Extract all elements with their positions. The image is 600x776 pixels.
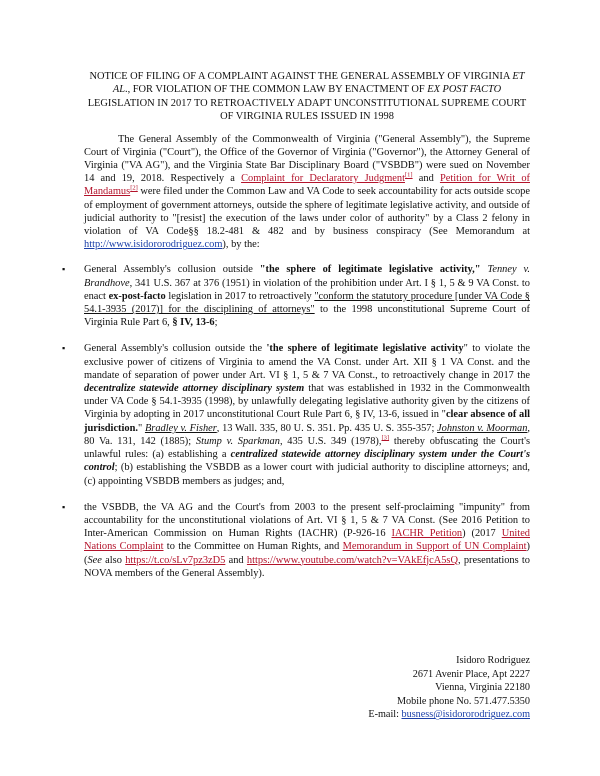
bullet1-case-tenney: Tenney v. Brandhove <box>84 264 530 289</box>
document-page <box>62 70 531 593</box>
title-et-al: ET AL <box>112 71 525 96</box>
complaint-declaratory-judgment-link[interactable]: Complaint for Declaratory Judgment <box>241 173 405 185</box>
bullet2-case-bradley: Bradley v. Fisher <box>144 422 217 434</box>
iachr-petition-link[interactable]: IACHR Petition <box>391 528 463 540</box>
bullet3-see-italic: See <box>87 554 102 566</box>
signer-name: Isidoro Rodriguez <box>456 655 530 666</box>
bullet2-text-9: ; (b) establishing the VSBDB as a lower court with judicial authority to discipline attorneys; and, (c) appointing VSBDB members as judges; and, <box>84 462 530 487</box>
bullet2-bold-italic-1: decentralize statewide attorney disciplinary system <box>84 383 305 395</box>
bullet3-text-2: ) (2017 <box>462 528 502 540</box>
signature-block <box>368 654 530 722</box>
title-text-2: ., FOR VIOLATION OF THE COMMON LAW BY ENACTMENT OF <box>124 84 428 96</box>
bullet2-bold-1: 'the sphere of legitimate legislative activity <box>266 343 464 355</box>
title-text: NOTICE OF FILING OF A COMPLAINT AGAINST THE GENERAL ASSEMBLY OF VIRGINIA <box>89 71 513 82</box>
un-complaint-link[interactable]: United Nations Complaint <box>84 528 530 553</box>
email-link[interactable]: busness@isidororodriguez.com <box>401 709 530 721</box>
bullet2-text-4: " <box>137 422 145 434</box>
square-bullet-icon: ▪ <box>62 501 66 512</box>
intro-text-4: ), by the: <box>222 239 260 251</box>
bullet2-bold-2: clear absence of all jurisdiction. <box>84 409 530 434</box>
list-item <box>62 342 531 487</box>
tco-short-link[interactable]: https://t.co/sLv7pz3zD5 <box>125 554 226 566</box>
footnote-1-link[interactable]: [1] <box>405 171 413 179</box>
intro-paragraph <box>84 133 530 252</box>
document-title <box>84 70 530 124</box>
intro-text-2: and <box>412 173 440 185</box>
youtube-link[interactable]: https://www.youtube.com/watch?v=VAkEfjcA5sQ <box>246 554 458 566</box>
list-item <box>62 501 531 580</box>
phone-number: Mobile phone No. 571.477.5350 <box>397 695 530 707</box>
bullet1-bold-2: ex-post-facto <box>108 290 166 302</box>
square-bullet-icon: ▪ <box>62 264 66 275</box>
bullet3-text-6: and <box>225 554 247 566</box>
bullet1-text-5: ; <box>214 317 218 329</box>
list-item <box>62 263 531 329</box>
email-label: E-mail: <box>368 709 402 721</box>
memorandum-un-complaint-link[interactable]: Memorandum in Support of UN Complaint <box>342 541 527 553</box>
bullet2-case-johnston: Johnston v. Moorman <box>437 422 528 434</box>
intro-text-1: The General Assembly of the Commonwealth of Virginia ("General Assembly"), the Supreme Court of Virginia ("Court"), the Office of the Governor of Virginia ("Governor"), the Attorney General of Virginia ("VA AG"), and the Virginia State Bar Disciplinary Board ("VSBDB") were sued on November 14 and 19, 2018. Respectively a <box>84 133 530 185</box>
bullet2-text-6: , 80 Va. 131, 142 (1885); <box>84 422 530 447</box>
violations-list <box>62 263 531 579</box>
bullet2-text-3: that was established in 1932 in the Commonwealth under VA Code § 54.1-3935 (1998), by unlawfully delegating legislative authority given by the citizens of Virginia by adopting in 2017 unconstitutional Court Rule Part 6, § IV, 13-6, issued in " <box>84 383 530 421</box>
bullet1-bold-1: "the sphere of legitimate legislative activity," <box>259 264 481 276</box>
bullet3-text-3: to the Committee on Human Rights, and <box>163 541 343 553</box>
bullet3-text-5: also <box>101 554 126 566</box>
bullet1-text-4: to the 1998 unconstitutional Supreme Court of Virginia Rule Part 6, <box>84 304 530 329</box>
footnote-3-link[interactable]: [3] <box>381 434 390 442</box>
bullet1-text-1: General Assembly's collusion outside <box>84 264 260 276</box>
bullet1-text-3: legislation in 2017 to retroactively <box>165 290 315 302</box>
bullet3-text-4: ) ( <box>84 541 530 566</box>
bullet2-text-1: General Assembly's collusion outside the <box>84 343 267 355</box>
bullet3-text-7: , presentations to NOVA members of the General Assembly). <box>84 554 531 579</box>
bullet1-bold-3: § IV, 13-6 <box>172 317 215 329</box>
bullet2-text-8: thereby obfuscating the Court's unlawful rules: (a) establishing a <box>84 435 530 461</box>
title-text-3: LEGISLATION IN 2017 TO RETROACTIVELY ADAPT UNCONSTITUTIONAL SUPREME COURT OF VIRGINIA RULES ISSUED IN 1998 <box>87 97 527 123</box>
bullet2-text-5: , 13 Wall. 335, 80 U. S. 351. Pp. 435 U. S. 355-357; <box>216 422 438 434</box>
bullet1-underline-quote: "conform the statutory procedure [under VA Code § 54.1-3935 (2017)] for the disciplining of attorneys" <box>84 290 531 316</box>
bullet2-text-7: , 435 U.S. 349 (1978), <box>279 435 382 447</box>
footnote-2-link[interactable]: [2] <box>130 184 138 192</box>
bullet1-text-2: , 341 U.S. 367 at 376 (1951) in violation of the prohibition under Art. I § 1, 5 & 9 VA Const. to enact <box>84 277 530 302</box>
email-line <box>368 708 530 722</box>
address-line-2: Vienna, Virginia 22180 <box>435 682 530 694</box>
square-bullet-icon: ▪ <box>62 343 66 354</box>
bullet2-text-2: " to violate the exclusive power of citizens of Virginia to amend the VA Const. under Art. XII § 1 VA Const. and the mandate of separation of power under Art. VI § 1, 5 & 7 VA Const., to retroactively change in 2017 the <box>84 343 531 381</box>
bullet3-text-1: the VSBDB, the VA AG and the Court's from 2003 to the present self-proclaiming "impunity" from accountability for the unconstitutional violations of Art. VI § 1, 5 & 7 VA Const. (See 2016 Petition to Inter-American Commission on Human Rights (IACHR) (P-926-16 <box>84 501 530 540</box>
petition-writ-mandamus-link[interactable]: Petition for Writ of Mandamus <box>84 173 530 198</box>
bullet2-case-stump: Stump v. Sparkman <box>195 435 280 447</box>
address-line-1: 2671 Avenir Place, Apt 2227 <box>412 668 530 680</box>
intro-text-3: were filed under the Common Law and VA Code to seek accountability for acts outside scope of employment of government attorneys, outside the sphere of legitimate legislative activity, and outside of judicial authority to "[resist] the execution of the laws under color of authority" by a Class 2 felony in violation of VA Code§§ 18.2-481 & 482 and by business conspiracy (See Memorandum at <box>84 186 530 238</box>
website-link[interactable]: http://www.isidororodriguez.com <box>84 239 223 251</box>
bullet2-bold-italic-2: centralized statewide attorney disciplinary system under the Court's control <box>84 449 530 474</box>
title-ex-post-facto: EX POST FACTO <box>427 84 502 96</box>
